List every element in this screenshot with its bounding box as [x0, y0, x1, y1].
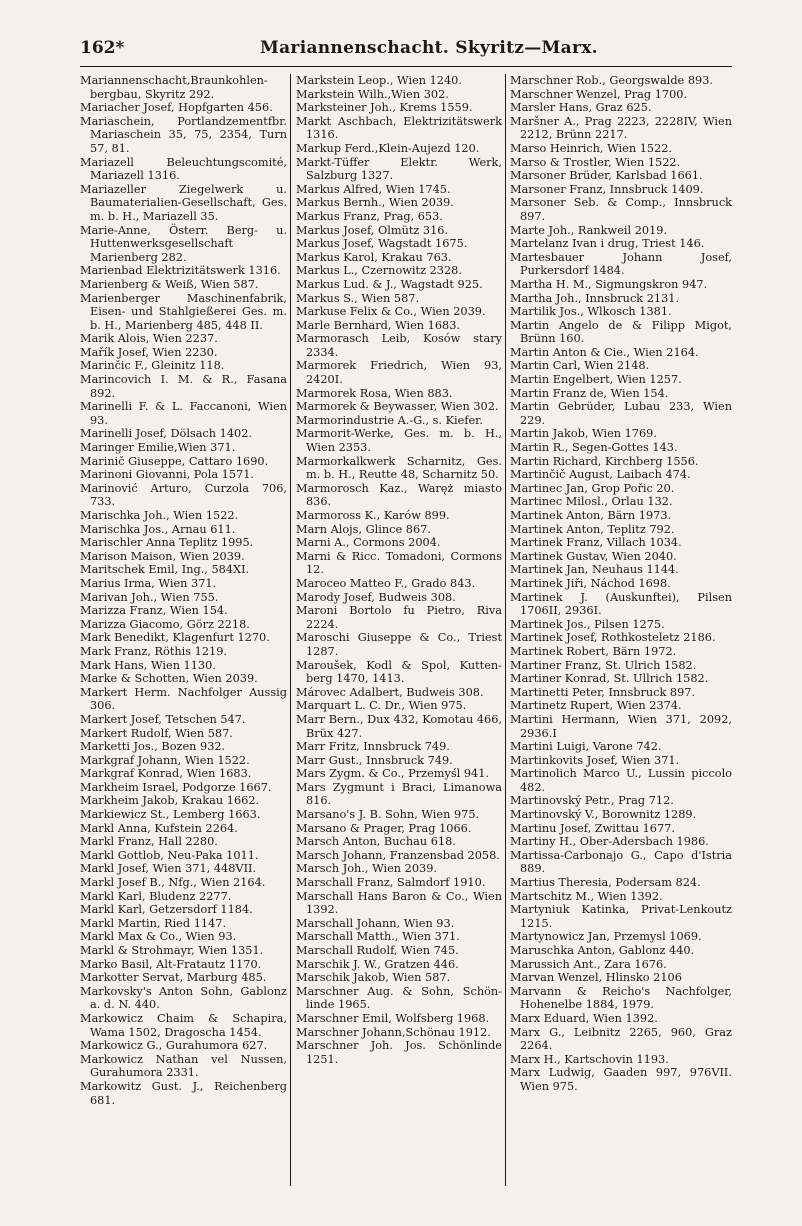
directory-entry: Maroni Bortolo fu Pietro, Riva 2224.	[296, 604, 502, 631]
directory-entry: Martin Carl, Wien 2148.	[510, 359, 650, 373]
directory-entry: Marle Bernhard, Wien 1683.	[296, 318, 460, 332]
directory-entry: Martinek Jan, Neuhaus 1144.	[510, 563, 679, 577]
directory-entry: Martyniuk Katinka, Privat-Lenkoutz 1215.	[510, 903, 732, 930]
directory-entry: Martiny H., Ober-Adersbach 1986.	[510, 835, 709, 849]
directory-entry: Martinu Josef, Zwittau 1677.	[510, 821, 675, 835]
directory-entry: Marsch Joh., Wien 2039.	[296, 862, 437, 876]
directory-entry: Martinek J. (Auskunftei), Pilsen 1706II, 2936I.	[510, 590, 732, 618]
header-rule	[80, 66, 732, 67]
directory-entry: Martinec Milosl., Orlau 132.	[510, 495, 673, 509]
directory-entry: Marn Alojs, Glince 867.	[296, 522, 431, 536]
directory-entry: Martinek Anton, Bärn 1973.	[510, 509, 672, 522]
directory-entry: Markus Josef, Olmütz 316.	[296, 223, 449, 237]
directory-entry: Marvan Wenzel, Hlinsko 2106	[510, 971, 682, 985]
directory-entry: Marsano's J. B. Sohn, Wien 975.	[296, 808, 480, 822]
directory-entry: Martinovský Petr., Prag 712.	[510, 794, 674, 808]
directory-entry: Marussich Ant., Zara 1676.	[510, 957, 667, 971]
directory-entry: Marincovich I. M. & R., Fasana 892.	[80, 373, 287, 400]
directory-entry: Markup Ferd.,Klein-Aujezd 120.	[296, 141, 480, 155]
directory-entry: Martin Angelo de & Filipp Migot, Brünn 160.	[510, 318, 732, 346]
directory-entry: Marke & Schotten, Wien 2039.	[80, 672, 258, 686]
directory-entry: Marko Basil, Alt-Fratautz 1170.	[80, 957, 262, 971]
directory-entry: Martilik Jos., Wlkosch 1381.	[510, 305, 672, 319]
directory-entry: Markus S., Wien 587.	[296, 291, 420, 305]
directory-entry: Marschner Aug. & Sohn, Schön-linde 1965.	[296, 984, 502, 1012]
directory-entry: Marmorasch Leib, Kosów stary 2334.	[296, 332, 502, 359]
directory-entry: Marischka Joh., Wien 1522.	[80, 509, 239, 522]
directory-entry: Mars Zygm. & Co., Przemyśl 941.	[296, 767, 490, 781]
directory-entry: Martin Anton & Cie., Wien 2164.	[510, 345, 699, 359]
directory-entry: Marienberger Maschinenfabrik, Eisen- und Stahlgießerei Ges. m. b. H., Marienberg 485, 448 II.	[80, 291, 287, 332]
directory-entry: Marschall Franz, Salmdorf 1910.	[296, 876, 486, 890]
directory-entry: Marschner Johann,Schönau 1912.	[296, 1025, 491, 1039]
directory-entry: Marsoner Seb. & Comp., Innsbruck 897.	[510, 196, 732, 223]
directory-entry: Markl Gottlob, Neu-Paka 1011.	[80, 848, 259, 862]
directory-entry: Markuse Felix & Co., Wien 2039.	[296, 305, 486, 319]
directory-entry: Markl & Strohmayr, Wien 1351.	[80, 944, 264, 957]
directory-entry: Marsch Johann, Franzensbad 2058.	[296, 848, 500, 862]
directory-entry: Marr Bern., Dux 432, Komotau 466, Brüx 427.	[296, 712, 502, 740]
directory-entry: Martinovský V., Borownitz 1289.	[510, 808, 697, 822]
directory-entry: Markus Franz, Prag, 653.	[296, 209, 443, 223]
directory-entry: Martiner Konrad, St. Ullrich 1582.	[510, 672, 709, 686]
directory-entry: Marischler Anna Teplitz 1995.	[80, 536, 254, 550]
running-title: Mariannenschacht. Skyritz—Marx.	[260, 38, 598, 58]
directory-entry: Mark Hans, Wien 1130.	[80, 658, 216, 672]
directory-entry: Marschner Joh. Jos. Schönlinde 1251.	[296, 1039, 502, 1066]
directory-entry: Martiner Franz, St. Ulrich 1582.	[510, 658, 697, 672]
directory-entry: Markotter Servat, Marburg 485.	[80, 971, 267, 985]
directory-entry: Markstein Leop., Wien 1240.	[296, 74, 462, 87]
directory-entry: Marmorit-Werke, Ges. m. b. H., Wien 2353.	[296, 427, 502, 455]
directory-entry: Martinek Anton, Teplitz 792.	[510, 522, 675, 536]
directory-entry: Marni A., Cormons 2004.	[296, 536, 441, 550]
directory-entry: Marinović Arturo, Curzola 706, 733.	[80, 481, 287, 509]
directory-entry: Marquart L. C. Dr., Wien 975.	[296, 699, 467, 713]
directory-entry: Marmorek & Beywasser, Wien 302.	[296, 400, 499, 414]
directory-entry: Markus Josef, Wagstadt 1675.	[296, 237, 468, 251]
directory-entry: Mars Zygmunt i Braci, Limanowa 816.	[296, 780, 502, 808]
directory-entry: Martinek Gustav, Wien 2040.	[510, 549, 677, 563]
directory-entry: Markert Josef, Tetschen 547.	[80, 712, 246, 726]
directory-entry: Marx H., Kartschovin 1193.	[510, 1052, 669, 1066]
directory-entry: Markl Franz, Hall 2280.	[80, 835, 218, 849]
directory-entry: Marsano & Prager, Prag 1066.	[296, 821, 472, 835]
directory-entry: Maruschka Anton, Gablonz 440.	[510, 944, 695, 957]
directory-entry: Mariannenschacht,Braunkohlen-bergbau, Skyritz 292.	[80, 74, 268, 101]
directory-entry: Martha Joh., Innsbruck 2131.	[510, 291, 680, 305]
directory-entry: Marienbad Elektrizitätswerk 1316.	[80, 264, 281, 278]
directory-entry: Marsoner Franz, Innsbruck 1409.	[510, 182, 704, 196]
directory-entry: Marmorek Rosa, Wien 883.	[296, 386, 453, 400]
directory-entry: Maroceo Matteo F., Grado 843.	[296, 576, 476, 590]
directory-entry: Marmorindustrie A.-G., s. Kiefer.	[296, 413, 483, 427]
column-divider	[505, 74, 506, 1186]
directory-entry: Markert Rudolf, Wien 587.	[80, 726, 233, 740]
directory-entry: Marvann & Reicho's Nachfolger, Hohenelbe 1884, 1979.	[510, 984, 732, 1012]
directory-entry: Marik Alois, Wien 2237.	[80, 332, 218, 346]
directory-entry: Markowicz Chaim & Schapira, Wama 1502, Dragoscha 1454.	[80, 1011, 287, 1039]
directory-entry: Markl Karl, Getzersdorf 1184.	[80, 903, 253, 917]
directory-entry: Marius Irma, Wien 371.	[80, 576, 217, 590]
directory-entry: Markovsky's Anton Sohn, Gablonz a. d. N. 440.	[80, 984, 287, 1012]
directory-entry: Marinelli F. & L. Faccanoni, Wien 93.	[80, 400, 287, 427]
directory-entry: Marinelli Josef, Dölsach 1402.	[80, 427, 253, 441]
directory-entry: Marischka Jos., Arnau 611.	[80, 522, 236, 536]
directory-entry: Maritschek Emil, Ing., 584XI.	[80, 563, 250, 577]
directory-entry: Marschall Matth., Wien 371.	[296, 930, 460, 944]
directory-entry: Markus Karol, Krakau 763.	[296, 250, 452, 264]
directory-entry: Marody Josef, Budweis 308.	[296, 590, 456, 604]
directory-entry: Marivan Joh., Wien 755.	[80, 590, 219, 604]
directory-entry: Marison Maison, Wien 2039.	[80, 549, 245, 563]
directory-entry: Marni & Ricc. Tomadoni, Cormons 12.	[296, 549, 502, 577]
directory-entry: Markl Max & Co., Wien 93.	[80, 930, 237, 944]
directory-entry: Marizza Giacomo, Görz 2218.	[80, 617, 250, 631]
directory-entry: Markgraf Konrad, Wien 1683.	[80, 767, 252, 781]
directory-entry: Markl Josef B., Nfg., Wien 2164.	[80, 876, 266, 890]
directory-entry: Martin Jakob, Wien 1769.	[510, 427, 657, 441]
directory-entry: Mariacher Josef, Hopfgarten 456.	[80, 101, 273, 115]
directory-entry: Marschik Jakob, Wien 587.	[296, 971, 451, 985]
directory-entry: Martinec Jan, Grop Pořic 20.	[510, 481, 675, 495]
directory-entry: Marr Gust., Innsbruck 749.	[296, 753, 453, 767]
directory-entry: Martelanz Ivan i drug, Triest 146.	[510, 237, 705, 251]
directory-entry: Markiewicz St., Lemberg 1663.	[80, 808, 261, 822]
directory-entry: Marie-Anne, Österr. Berg- u. Huttenwerksgesellschaft Marienberg 282.	[80, 223, 287, 264]
directory-entry: Marmorkalkwerk Scharnitz, Ges. m. b. H., Reutte 48, Scharnitz 50.	[296, 454, 502, 482]
directory-entry: Markheim Jakob, Krakau 1662.	[80, 794, 260, 808]
directory-entry: Martinkovits Josef, Wien 371.	[510, 753, 680, 767]
directory-entry: Markowicz G., Gurahumora 627.	[80, 1039, 268, 1053]
column-middle	[296, 74, 502, 1194]
directory-entry: Marr Fritz, Innsbruck 749.	[296, 740, 450, 754]
directory-entry: Marte Joh., Rankweil 2019.	[510, 223, 668, 237]
directory-entry: Marmorosch Kaz., Waręż miasto 836.	[296, 481, 502, 509]
directory-entry: Mariaschein, Portlandzementfbr. Mariaschein 35, 75, 2354, Turn 57, 81.	[80, 114, 287, 155]
directory-entry: Marschner Emil, Wolfsberg 1968.	[296, 1011, 490, 1025]
directory-entry: Martynowicz Jan, Przemysl 1069.	[510, 930, 702, 944]
directory-entry: Markt-Tüffer Elektr. Werk, Salzburg 1327.	[296, 155, 502, 183]
directory-entry: Marschall Johann, Wien 93.	[296, 916, 455, 930]
directory-entry: Martinetz Rupert, Wien 2374.	[510, 699, 682, 713]
directory-entry: Martini Hermann, Wien 371, 2092, 2936.I	[510, 712, 732, 740]
directory-entry: Martinetti Peter, Innsbruck 897.	[510, 685, 696, 699]
directory-entry: Markowitz Gust. J., Reichenberg 681.	[80, 1079, 287, 1107]
directory-entry: Martin Engelbert, Wien 1257.	[510, 373, 682, 387]
directory-entry: Marx G., Leibnitz 2265, 960, Graz 2264.	[510, 1025, 732, 1053]
directory-entry: Marmoross K., Karów 899.	[296, 509, 450, 522]
page-number: 162*	[80, 38, 125, 58]
directory-entry: Markstein Wilh.,Wien 302.	[296, 87, 449, 101]
directory-entry: Markowicz Nathan vel Nussen, Gurahumora 2331.	[80, 1052, 287, 1080]
directory-entry: Martin Richard, Kirchberg 1556.	[510, 454, 699, 468]
column-right	[510, 74, 732, 1194]
directory-entry: Marx Ludwig, Gaaden 997, 976VII. Wien 975.	[510, 1066, 732, 1093]
directory-entry: Mariazeller Ziegelwerk u. Baumaterialien-Gesellschaft, Ges. m. b. H., Mariazell 35.	[80, 182, 287, 223]
directory-entry: Martin Gebrüder, Lubau 233, Wien 229.	[510, 400, 732, 427]
page-header	[80, 38, 740, 64]
directory-entry: Markt Aschbach, Elektrizitätswerk 1316.	[296, 114, 502, 142]
directory-entry: Martius Theresia, Podersam 824.	[510, 876, 701, 890]
directory-entry: Martha H. M., Sigmungskron 947.	[510, 277, 708, 291]
directory-entry: Maršner A., Prag 2223, 2228IV, Wien 2212, Brünn 2217.	[510, 114, 732, 142]
directory-entry: Mark Franz, Röthis 1219.	[80, 644, 227, 658]
directory-entry: Marso Heinrich, Wien 1522.	[510, 141, 673, 155]
directory-entry: Martinek Jos., Pilsen 1275.	[510, 617, 665, 631]
directory-entry: Martin R., Segen-Gottes 143.	[510, 441, 678, 455]
directory-entry: Marinčic F., Gleinitz 118.	[80, 359, 225, 373]
directory-entry: Markl Anna, Kufstein 2264.	[80, 821, 238, 835]
column-left	[80, 74, 287, 1194]
directory-entry: Martinčič August, Laibach 474.	[510, 468, 691, 482]
directory-entry: Martissa-Carbonajo G., Capo d'Istria 889.	[510, 848, 732, 876]
directory-entry: Marizza Franz, Wien 154.	[80, 604, 228, 618]
directory-entry: Markus Lud. & J., Wagstadt 925.	[296, 277, 483, 291]
directory-entry: Marienberg & Weiß, Wien 587.	[80, 277, 259, 291]
directory-entry: Maroušek, Kodl & Spol, Kutten-berg 1470, 1413.	[296, 658, 502, 686]
directory-entry: Martinek Franz, Villach 1034.	[510, 536, 682, 550]
directory-entry: Martinolich Marco U., Lussin piccolo 482.	[510, 767, 732, 794]
directory-entry: Martesbauer Johann Josef, Purkersdorf 1484.	[510, 250, 732, 278]
directory-entry: Marschall Rudolf, Wien 745.	[296, 944, 459, 957]
directory-entry: Marso & Trostler, Wien 1522.	[510, 155, 681, 169]
directory-entry: Markl Karl, Bludenz 2277.	[80, 889, 232, 903]
directory-entry: Marinoni Giovanni, Pola 1571.	[80, 468, 254, 482]
directory-entry: Martinek Josef, Rothkosteletz 2186.	[510, 631, 716, 645]
directory-entry: Márovec Adalbert, Budweis 308.	[296, 685, 484, 699]
directory-entry: Marschik J. W., Gratzen 446.	[296, 957, 459, 971]
directory-entry: Marsler Hans, Graz 625.	[510, 101, 652, 115]
directory-entry: Marmorek Friedrich, Wien 93, 2420I.	[296, 359, 502, 387]
directory-entry: Mařík Josef, Wien 2230.	[80, 345, 218, 359]
directory-entry: Markus Alfred, Wien 1745.	[296, 182, 451, 196]
directory-entry: Maroschi Giuseppe & Co., Triest 1287.	[296, 631, 502, 658]
directory-entry: Martschitz M., Wien 1392.	[510, 889, 663, 903]
directory-entry: Marksteiner Joh., Krems 1559.	[296, 101, 473, 115]
directory-entry: Markheim Israel, Podgorze 1667.	[80, 780, 272, 794]
directory-entry: Markgraf Johann, Wien 1522.	[80, 753, 250, 767]
directory-entry: Marsoner Brüder, Karlsbad 1661.	[510, 169, 703, 183]
directory-entry: Markert Herm. Nachfolger Aussig 306.	[80, 685, 287, 713]
directory-entry: Marschall Hans Baron & Co., Wien 1392.	[296, 889, 502, 917]
directory-entry: Markl Josef, Wien 371, 448VII.	[80, 862, 257, 876]
directory-entry: Martinek Robert, Bärn 1972.	[510, 644, 677, 658]
directory-entry: Markus Bernh., Wien 2039.	[296, 196, 454, 210]
column-divider	[290, 74, 291, 1186]
directory-entry: Marschner Wenzel, Prag 1700.	[510, 87, 688, 101]
directory-entry: Marx Eduard, Wien 1392.	[510, 1011, 658, 1025]
directory-entry: Mariazell Beleuchtungscomité, Mariazell 1316.	[80, 155, 287, 183]
directory-entry: Mark Benedikt, Klagenfurt 1270.	[80, 631, 270, 645]
directory-entry: Martin Franz de, Wien 154.	[510, 386, 669, 400]
directory-entry: Markus L., Czernowitz 2328.	[296, 264, 462, 278]
directory-entry: Marinič Giuseppe, Cattaro 1690.	[80, 454, 269, 468]
directory-entry: Maringer Emilie,Wien 371.	[80, 441, 236, 455]
directory-entry: Marsch Anton, Buchau 618.	[296, 835, 456, 849]
directory-entry: Martinek Jiři, Náchod 1698.	[510, 576, 671, 590]
directory-entry: Markl Martin, Ried 1147.	[80, 916, 227, 930]
directory-entry: Marschner Rob., Georgswalde 893.	[510, 74, 713, 87]
directory-entry: Marketti Jos., Bozen 932.	[80, 740, 226, 754]
directory-entry: Martini Luigi, Varone 742.	[510, 740, 662, 754]
